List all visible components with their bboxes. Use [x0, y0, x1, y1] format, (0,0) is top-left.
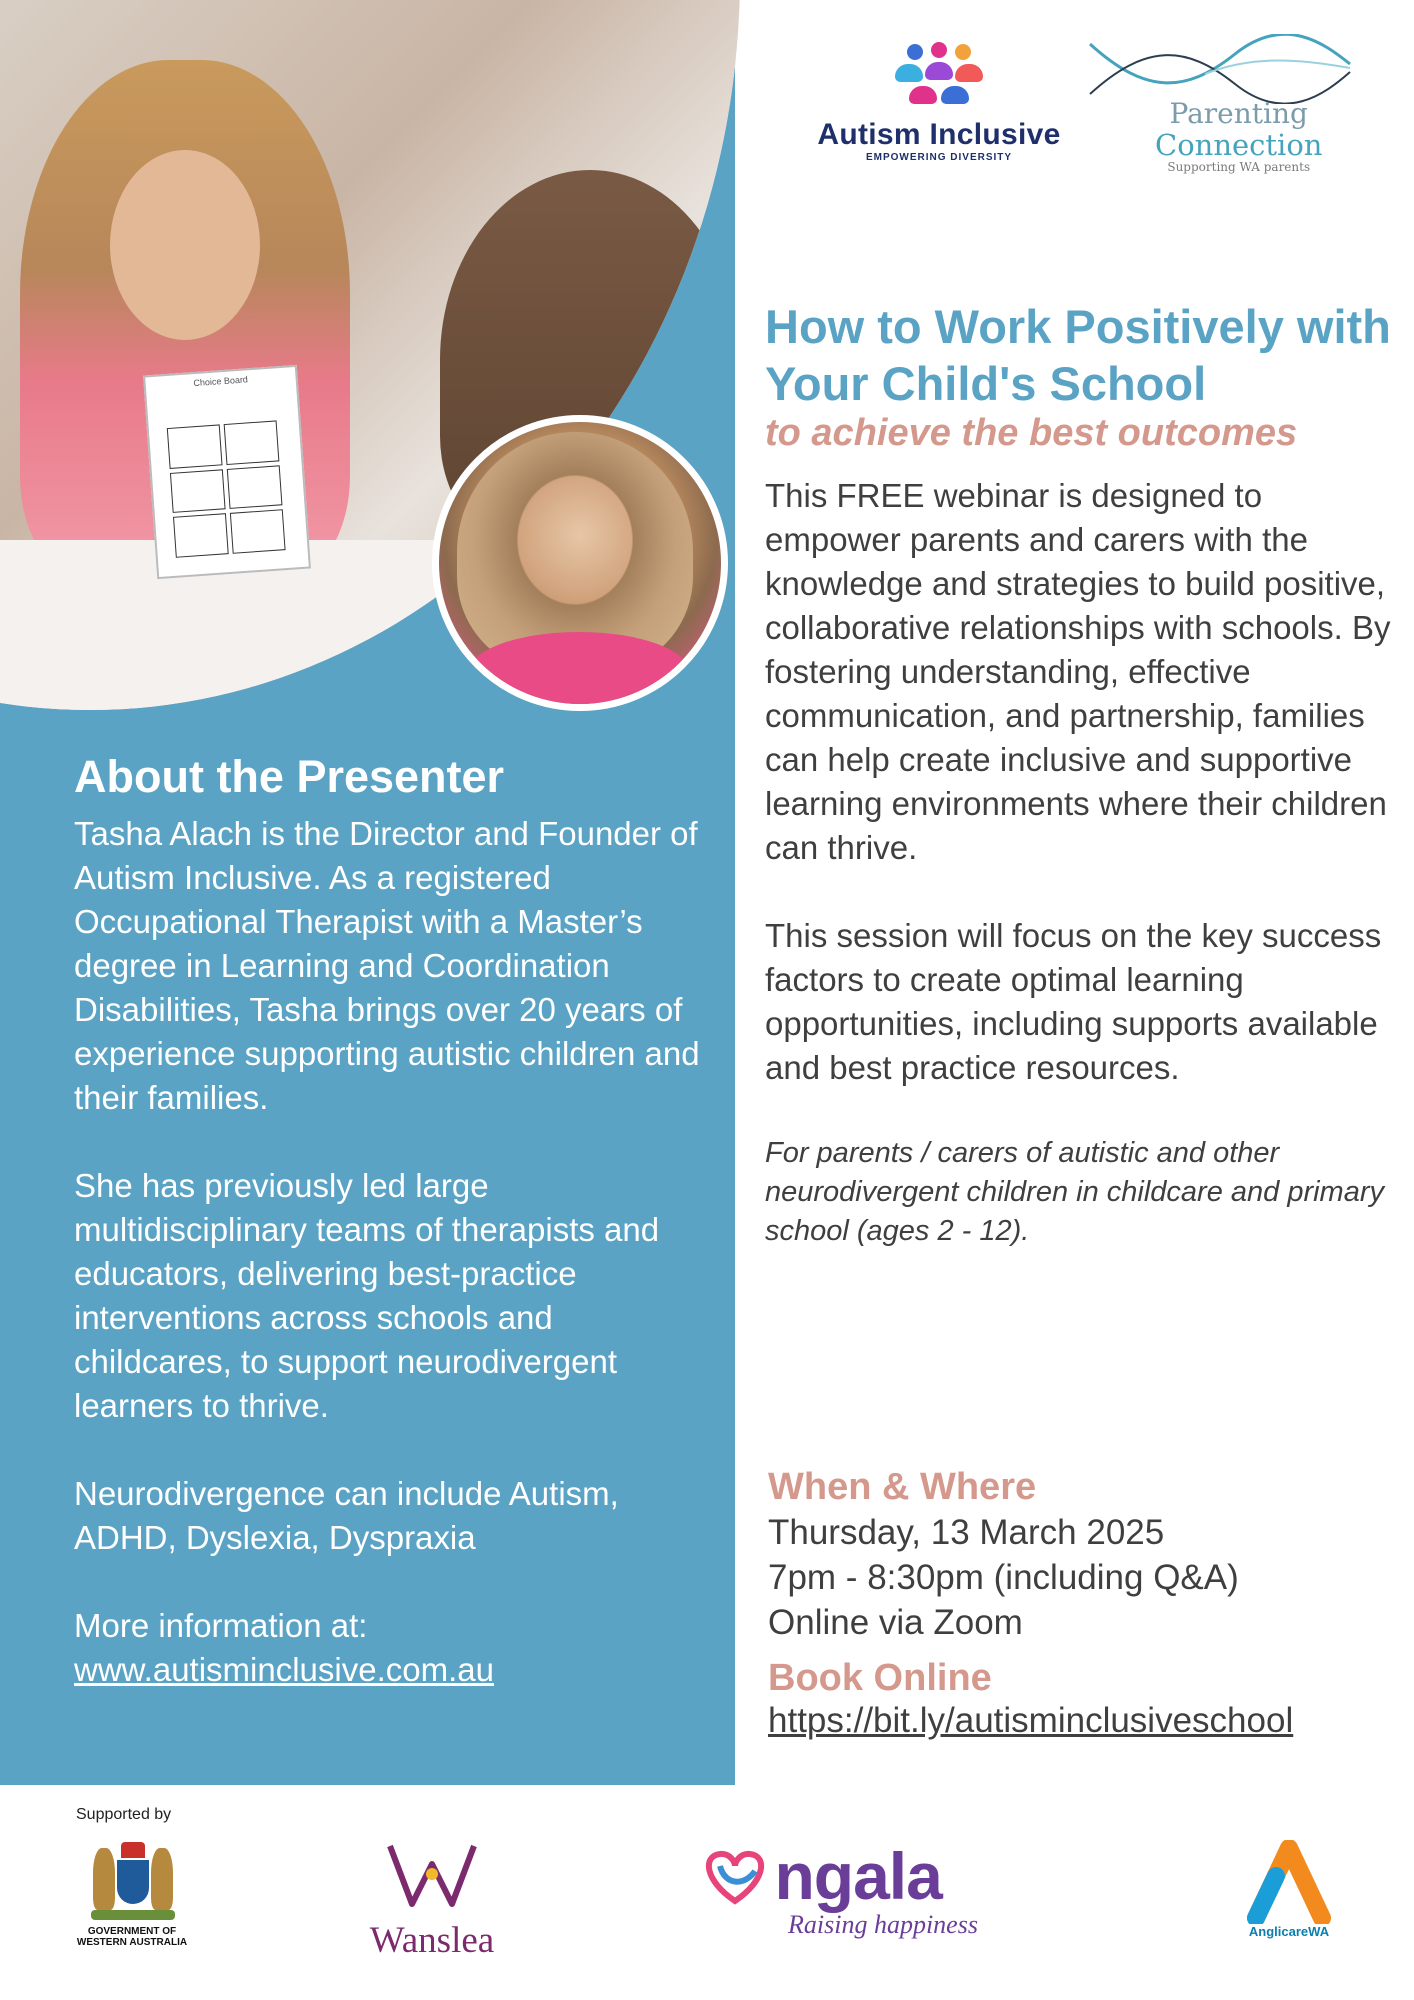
crest-icon: [87, 1838, 177, 1926]
choice-board-label: Choice Board: [193, 374, 249, 389]
wanslea-name: Wanslea: [369, 1920, 495, 1961]
ngala-logo: [700, 1838, 1010, 1940]
booking-link[interactable]: https://bit.ly/autisminclusiveschool: [768, 1701, 1294, 1740]
choice-board: [143, 365, 311, 579]
gov-wa-caption: GOVERNMENT OF WESTERN AUSTRALIA: [76, 1926, 188, 1948]
event-title: How to Work Positively with Your Child's School: [765, 300, 1391, 410]
presenter-portrait: [432, 415, 728, 711]
parenting-connection-tagline: Supporting WA parents: [1167, 160, 1311, 174]
presenter-bio-1: Tasha Alach is the Director and Founder of Autism Inclusive. As a registered Occupational Therapist with a Master’s degree in Learning and Coordination Disabilities, Tasha brings over 20 years of experience supporting autistic children and their families.: [74, 814, 700, 1116]
presenter-panel: [0, 0, 735, 1785]
event-description: [765, 474, 1405, 1251]
description-paragraph-2: This session will focus on the key success factors to create optimal learning opportunities, including supports available and best practice resources.: [765, 917, 1382, 1086]
event-subtitle: to achieve the best outcomes: [765, 412, 1298, 454]
when-where-section: [768, 1464, 1408, 1741]
about-presenter-section: [74, 752, 714, 1692]
when-where-heading: When & Where: [768, 1466, 1037, 1508]
people-icon: [893, 42, 985, 116]
about-heading: About the Presenter: [74, 751, 505, 802]
ngala-tagline: Raising happiness: [788, 1910, 978, 1939]
event-date: Thursday, 13 March 2025: [768, 1513, 1165, 1552]
book-online-heading: Book Online: [768, 1657, 992, 1699]
parenting-connection-line1: Parenting: [1169, 97, 1308, 130]
parenting-connection-line2: Connection: [1155, 128, 1323, 162]
anglicare-a-icon: [1246, 1840, 1332, 1924]
autism-inclusive-tagline: EMPOWERING DIVERSITY: [865, 152, 1013, 163]
event-time: 7pm - 8:30pm (including Q&A): [768, 1558, 1239, 1597]
wave-icon: [1085, 34, 1355, 104]
gov-wa-logo: [72, 1838, 192, 1948]
more-info-label: More information at:: [74, 1606, 368, 1644]
ngala-name: ngala: [774, 1839, 942, 1913]
autism-inclusive-name: Autism Inclusive: [817, 118, 1061, 151]
anglicare-logo: [1234, 1840, 1344, 1939]
anglicare-name: AnglicareWA: [1248, 1924, 1330, 1939]
description-paragraph-1: This FREE webinar is designed to empower parents and carers with the knowledge and strategies to build positive, collaborative relationships with schools. By fostering understanding, effective communication, and partnership, families can help create inclusive and supportive learning environments where their children can thrive.: [765, 477, 1391, 866]
wanslea-w-icon: [382, 1840, 482, 1910]
supported-by-label: Supported by: [76, 1806, 172, 1823]
presenter-bio-2: She has previously led large multidisciplinary teams of therapists and educators, delivering best-practice interventions across schools and childcares, to support neurodivergent learners to thrive.: [74, 1166, 660, 1424]
wanslea-logo: [352, 1840, 512, 1962]
parenting-connection-logo: [1085, 34, 1355, 184]
event-location: Online via Zoom: [768, 1603, 1023, 1642]
more-info-link[interactable]: www.autisminclusive.com.au: [74, 1650, 494, 1688]
presenter-bio-3: Neurodivergence can include Autism, ADHD, Dyslexia, Dyspraxia: [74, 1474, 619, 1556]
audience-note: For parents / carers of autistic and other neurodivergent children in childcare and primary school (ages 2 - 12).: [765, 1137, 1384, 1247]
autism-inclusive-logo: [808, 42, 1070, 172]
event-title-block: [765, 298, 1405, 455]
heart-icon: [700, 1846, 770, 1906]
